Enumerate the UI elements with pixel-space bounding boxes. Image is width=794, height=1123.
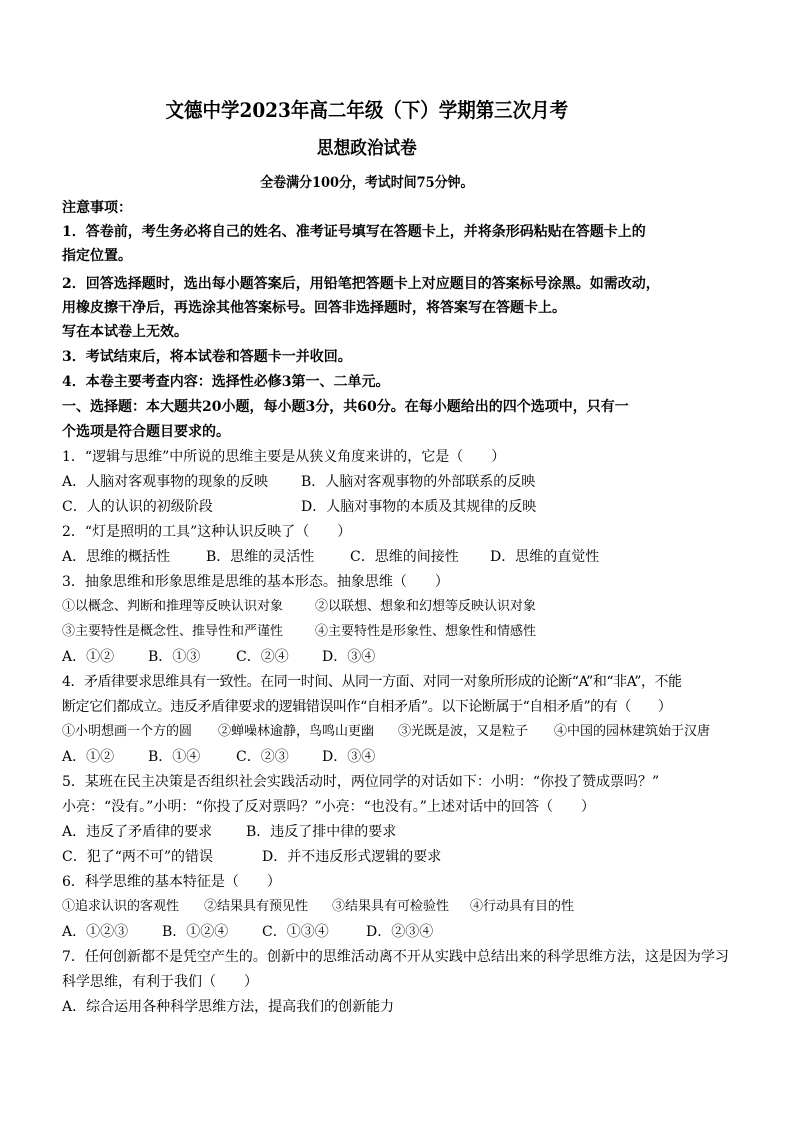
question-stem: 科学思维，有利于我们（ ）: [62, 974, 258, 990]
statement: ①小明想画一个方的圆: [62, 724, 193, 739]
exam-title: 文德中学2023年高二年级（下）学期第三次月考: [165, 98, 569, 122]
statement: ③主要特性是概念性、推导性和严谨性: [62, 624, 284, 639]
option-c: C．②④: [236, 649, 289, 665]
question-stem: 4．矛盾律要求思维具有一致性。在同一时间、从同一方面、对同一对象所形成的论断“A”和“非A”，不能: [62, 674, 682, 690]
section-heading: 一、选择题：本大题共20小题，每小题3分，共60分。在每小题给出的四个选项中，只有一: [62, 399, 629, 415]
statement: ③光既是波，又是粒子: [398, 724, 529, 739]
notice-heading: 注意事项：: [62, 200, 132, 216]
option-c: C．犯了“两不可”的错误: [62, 849, 214, 865]
statement: ④行动具有目的性: [470, 899, 575, 914]
notice-line: 1．答卷前，考生务必将自己的姓名、准考证号填写在答题卡上，并将条形码粘贴在答题卡上的: [62, 224, 646, 240]
option-b: B．思维的灵活性: [206, 549, 315, 565]
option-b: B．①④: [148, 749, 201, 765]
option-c: C．①③④: [262, 924, 329, 940]
question-stem: 小亮：“没有。”小明：“你投了反对票吗？”小亮：“也没有。”上述对话中的回答（ ）: [62, 799, 595, 815]
statement: ②以联想、想象和幻想等反映认识对象: [315, 599, 537, 614]
exam-subtitle: 思想政治试卷: [316, 138, 417, 159]
notice-line: 指定位置。: [62, 248, 132, 264]
option-d: D．并不违反形式逻辑的要求: [262, 849, 442, 865]
option-d: D．人脑对事物的本质及其规律的反映: [301, 499, 537, 515]
statement: ①追求认识的客观性: [62, 899, 180, 914]
statement: ④中国的园林建筑始于汉唐: [554, 724, 711, 739]
notice-line: 用橡皮擦干净后，再选涂其他答案标号。回答非选择题时，将答案写在答题卡上。: [62, 300, 566, 316]
option-c: C．思维的间接性: [350, 549, 459, 565]
statement: ①以概念、判断和推理等反映认识对象: [62, 599, 284, 614]
option-a: A．人脑对客观事物的现象的反映: [62, 474, 269, 490]
option-c: C．人的认识的初级阶段: [62, 499, 213, 515]
option-d: D．思维的直觉性: [490, 549, 600, 565]
option-b: B．①③: [148, 649, 201, 665]
section-heading: 个选项是符合题目要求的。: [62, 424, 230, 440]
notice-line: 写在本试卷上无效。: [62, 324, 188, 340]
question-stem: 1．“逻辑与思维”中所说的思维主要是从狭义角度来讲的，它是（ ）: [62, 449, 506, 465]
option-d: D．③④: [322, 749, 376, 765]
option-a: A．①②: [62, 649, 115, 665]
question-stem: 3．抽象思维和形象思维是思维的基本形态。抽象思维（ ）: [62, 574, 449, 590]
option-a: A．思维的概括性: [62, 549, 171, 565]
option-d: D．②③④: [366, 924, 434, 940]
option-a: A．①②: [62, 749, 115, 765]
statement: ②结果具有预见性: [204, 899, 309, 914]
statement: ②蝉噪林逾静，鸟鸣山更幽: [218, 724, 375, 739]
question-stem: 断定它们都成立。违反矛盾律要求的逻辑错误叫作“自相矛盾”。以下论断属于“自相矛盾”的有（ ）: [62, 699, 672, 715]
question-stem: 6．科学思维的基本特征是（ ）: [62, 874, 281, 890]
notice-line: 2．回答选择题时，选出每小题答案后，用铅笔把答题卡上对应题目的答案标号涂黑。如需改动，: [62, 276, 660, 292]
option-a: A．①②③: [62, 924, 129, 940]
option-a: A．综合运用各种科学思维方法，提高我们的创新能力: [62, 999, 395, 1015]
option-b: B．违反了排中律的要求: [246, 824, 397, 840]
question-stem: 5．某班在民主决策是否组织社会实践活动时，两位同学的对话如下：小明：“你投了赞成票吗？”: [62, 774, 660, 790]
option-b: B．①②④: [162, 924, 229, 940]
option-c: C．②③: [236, 749, 289, 765]
option-b: B．人脑对客观事物的外部联系的反映: [301, 474, 536, 490]
statement: ④主要特性是形象性、想象性和情感性: [315, 624, 537, 639]
option-a: A．违反了矛盾律的要求: [62, 824, 213, 840]
notice-line: 3．考试结束后，将本试卷和答题卡一并收回。: [62, 349, 352, 365]
question-stem: 7．任何创新都不是凭空产生的。创新中的思维活动离不开从实践中总结出来的科学思维方法，这是因为学习: [62, 949, 729, 965]
option-d: D．③④: [322, 649, 376, 665]
statement: ③结果具有可检验性: [332, 899, 450, 914]
notice-line: 4．本卷主要考查内容：选择性必修3第一、二单元。: [62, 374, 390, 390]
question-stem: 2．“灯是照明的工具”这种认识反映了（ ）: [62, 524, 352, 540]
exam-meta: 全卷满分100分，考试时间75分钟。: [260, 175, 474, 191]
